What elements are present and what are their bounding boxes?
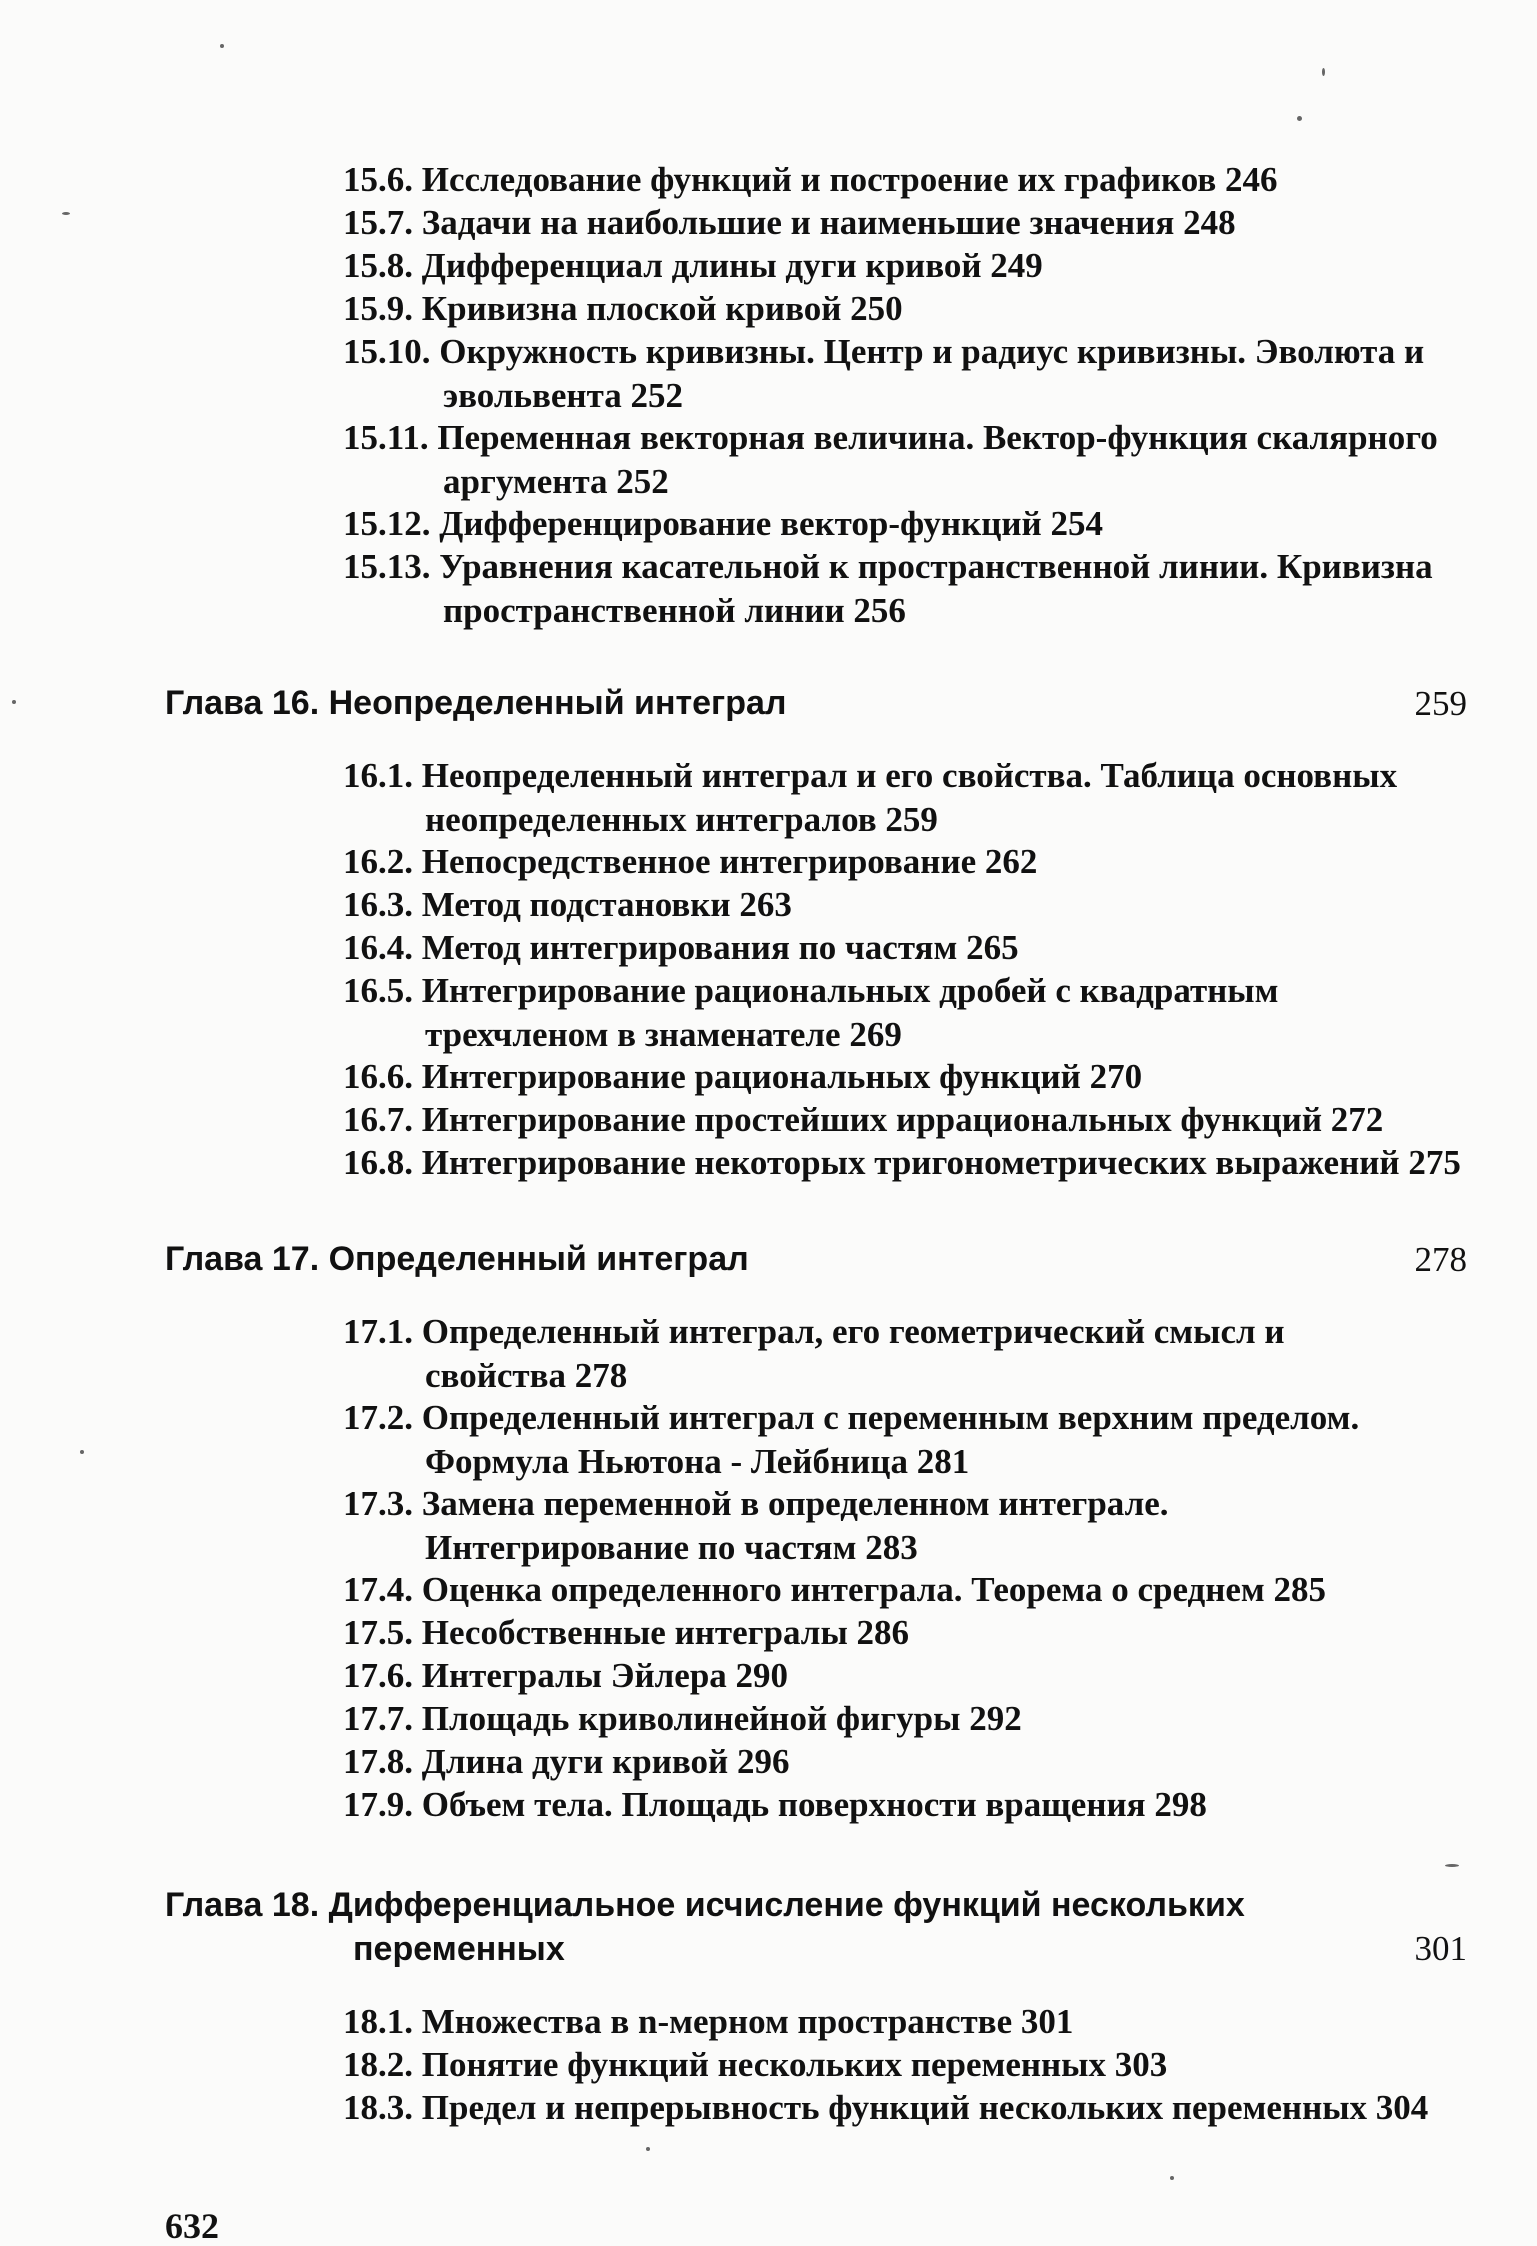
toc-entry-16-6[interactable] xyxy=(343,1055,1463,1099)
scan-speck xyxy=(12,700,16,704)
scan-speck xyxy=(80,1450,84,1454)
scan-speck xyxy=(1297,116,1302,121)
scan-speck xyxy=(646,2147,650,2151)
toc-entry-17-7[interactable] xyxy=(343,1697,1463,1741)
entry-title: Интегралы Эйлера 290 xyxy=(421,1656,789,1695)
toc-entry-17-2[interactable] xyxy=(343,1396,1463,1483)
toc-entry-15-11[interactable] xyxy=(343,416,1463,503)
toc-entry-15-12[interactable] xyxy=(343,502,1463,546)
entry-number: 15.13. xyxy=(343,547,431,586)
entry-title: Уравнения касательной к пространственной линии. Кривизна xyxy=(439,547,1433,586)
toc-entry-15-13[interactable] xyxy=(343,545,1463,632)
entry-title: Кривизна плоской кривой 250 xyxy=(421,289,903,328)
entry-title: Длина дуги кривой 296 xyxy=(421,1742,790,1781)
entry-title: Интегрирование простейших иррациональных функций 272 xyxy=(421,1100,1384,1139)
toc-entry-17-9[interactable] xyxy=(343,1783,1463,1827)
entry-number: 17.8. xyxy=(343,1742,413,1781)
entry-number: 17.7. xyxy=(343,1699,413,1738)
entry-number: 16.6. xyxy=(343,1057,413,1096)
toc-entry-16-3[interactable] xyxy=(343,883,1463,927)
entry-title-continuation: трехчленом в знаменателе 269 xyxy=(425,1014,902,1054)
toc-entry-17-6[interactable] xyxy=(343,1654,1463,1698)
entry-number: 16.2. xyxy=(343,842,413,881)
entry-title: Интегрирование рациональных функций 270 xyxy=(421,1057,1143,1096)
entry-title: Дифференциал длины дуги кривой 249 xyxy=(421,246,1043,285)
chapter-title: Глава 16. Неопределенный интеграл xyxy=(165,684,787,722)
entry-number: 17.6. xyxy=(343,1656,413,1695)
toc-entry-15-9[interactable] xyxy=(343,287,1463,331)
entry-number: 15.7. xyxy=(343,203,413,242)
toc-entry-17-4[interactable] xyxy=(343,1568,1463,1612)
toc-entry-16-5[interactable] xyxy=(343,969,1463,1056)
toc-entry-16-2[interactable] xyxy=(343,840,1463,884)
entry-title-continuation: аргумента 252 xyxy=(443,461,669,501)
entry-title: Исследование функций и построение их графиков 246 xyxy=(421,160,1278,199)
scan-speck xyxy=(1170,2176,1174,2180)
entry-number: 17.4. xyxy=(343,1570,413,1609)
entry-title: Непосредственное интегрирование 262 xyxy=(421,842,1038,881)
entry-number: 16.7. xyxy=(343,1100,413,1139)
chapter-page: 278 xyxy=(1414,1240,1467,1279)
entry-number: 16.1. xyxy=(343,756,413,795)
entry-title: Задачи на наибольшие и наименьшие значения 248 xyxy=(421,203,1236,242)
entry-number: 15.10. xyxy=(343,332,431,371)
entry-title: Окружность кривизны. Центр и радиус кривизны. Эволюта и xyxy=(439,332,1425,371)
entry-title-continuation: свойства 278 xyxy=(425,1355,628,1395)
entry-number: 15.12. xyxy=(343,504,431,543)
scan-speck xyxy=(220,44,224,48)
entry-title: Оценка определенного интеграла. Теорема о среднем 285 xyxy=(421,1570,1327,1609)
entry-title: Множества в n-мерном пространстве 301 xyxy=(421,2002,1074,2041)
entry-title: Площадь криволинейной фигуры 292 xyxy=(421,1699,1022,1738)
entry-number: 17.3. xyxy=(343,1484,413,1523)
chapter-heading-18[interactable] xyxy=(165,1884,1505,1971)
entry-title: Интегрирование некоторых тригонометрических выражений 275 xyxy=(421,1143,1461,1182)
toc-entry-15-10[interactable] xyxy=(343,330,1463,417)
entry-title: Метод интегрирования по частям 265 xyxy=(421,928,1019,967)
chapter-heading-17[interactable] xyxy=(165,1238,1505,1282)
entry-title-continuation: эвольвента 252 xyxy=(443,375,683,415)
toc-entry-18-1[interactable] xyxy=(343,2000,1463,2044)
entry-title: Замена переменной в определенном интеграле. xyxy=(421,1484,1169,1523)
entry-title: Неопределенный интеграл и его свойства. Таблица основных xyxy=(421,756,1398,795)
entry-number: 18.1. xyxy=(343,2002,413,2041)
entry-title: Объем тела. Площадь поверхности вращения 298 xyxy=(421,1785,1207,1824)
entry-title: Несобственные интегралы 286 xyxy=(421,1613,910,1652)
entry-number: 18.2. xyxy=(343,2045,413,2084)
entry-title: Понятие функций нескольких переменных 303 xyxy=(421,2045,1168,2084)
entry-number: 15.6. xyxy=(343,160,413,199)
entry-number: 15.9. xyxy=(343,289,413,328)
chapter-title: Глава 18. Дифференциальное исчисление функций нескольких xyxy=(165,1886,1245,1924)
entry-number: 17.2. xyxy=(343,1398,413,1437)
entry-number: 15.8. xyxy=(343,246,413,285)
scan-speck xyxy=(1322,68,1325,76)
entry-title-continuation: неопределенных интегралов 259 xyxy=(425,799,938,839)
toc-entry-15-8[interactable] xyxy=(343,244,1463,288)
chapter-page: 259 xyxy=(1414,684,1467,723)
entry-number: 16.3. xyxy=(343,885,413,924)
toc-entry-17-5[interactable] xyxy=(343,1611,1463,1655)
entry-title: Дифференцирование вектор-функций 254 xyxy=(439,504,1103,543)
page-number: 632 xyxy=(165,2206,219,2246)
toc-entry-15-6[interactable] xyxy=(343,158,1463,202)
chapter-title: Глава 17. Определенный интеграл xyxy=(165,1240,749,1278)
entry-title: Метод подстановки 263 xyxy=(421,885,792,924)
chapter-heading-16[interactable] xyxy=(165,682,1505,726)
toc-entry-17-3[interactable] xyxy=(343,1482,1463,1569)
toc-entry-18-3[interactable] xyxy=(343,2086,1463,2130)
toc-entry-16-7[interactable] xyxy=(343,1098,1463,1142)
chapter-page: 301 xyxy=(1414,1929,1467,1968)
toc-entry-18-2[interactable] xyxy=(343,2043,1463,2087)
entry-number: 17.5. xyxy=(343,1613,413,1652)
toc-entry-16-8[interactable] xyxy=(343,1141,1463,1185)
entry-number: 16.5. xyxy=(343,971,413,1010)
entry-number: 16.8. xyxy=(343,1143,413,1182)
toc-entry-17-1[interactable] xyxy=(343,1310,1463,1397)
entry-title-continuation: пространственной линии 256 xyxy=(443,590,906,630)
toc-entry-16-1[interactable] xyxy=(343,754,1463,841)
scan-speck xyxy=(62,212,70,215)
entry-title: Интегрирование рациональных дробей с квадратным xyxy=(421,971,1279,1010)
entry-title-continuation: Интегрирование по частям 283 xyxy=(425,1527,918,1567)
entry-title: Определенный интеграл, его геометрический смысл и xyxy=(421,1312,1285,1351)
entry-title: Предел и непрерывность функций нескольких переменных 304 xyxy=(421,2088,1429,2127)
toc-entry-17-8[interactable] xyxy=(343,1740,1463,1784)
entry-number: 17.1. xyxy=(343,1312,413,1351)
entry-title-continuation: Формула Ньютона - Лейбница 281 xyxy=(425,1441,970,1481)
entry-number: 17.9. xyxy=(343,1785,413,1824)
entry-number: 16.4. xyxy=(343,928,413,967)
toc-entry-16-4[interactable] xyxy=(343,926,1463,970)
toc-entry-15-7[interactable] xyxy=(343,201,1463,245)
entry-number: 15.11. xyxy=(343,418,429,457)
entry-title: Определенный интеграл с переменным верхним пределом. xyxy=(421,1398,1360,1437)
chapter-title-continuation: переменных xyxy=(353,1929,565,1968)
entry-number: 18.3. xyxy=(343,2088,413,2127)
entry-title: Переменная векторная величина. Вектор-функция скалярного xyxy=(437,418,1438,457)
scan-speck xyxy=(1445,1864,1459,1867)
